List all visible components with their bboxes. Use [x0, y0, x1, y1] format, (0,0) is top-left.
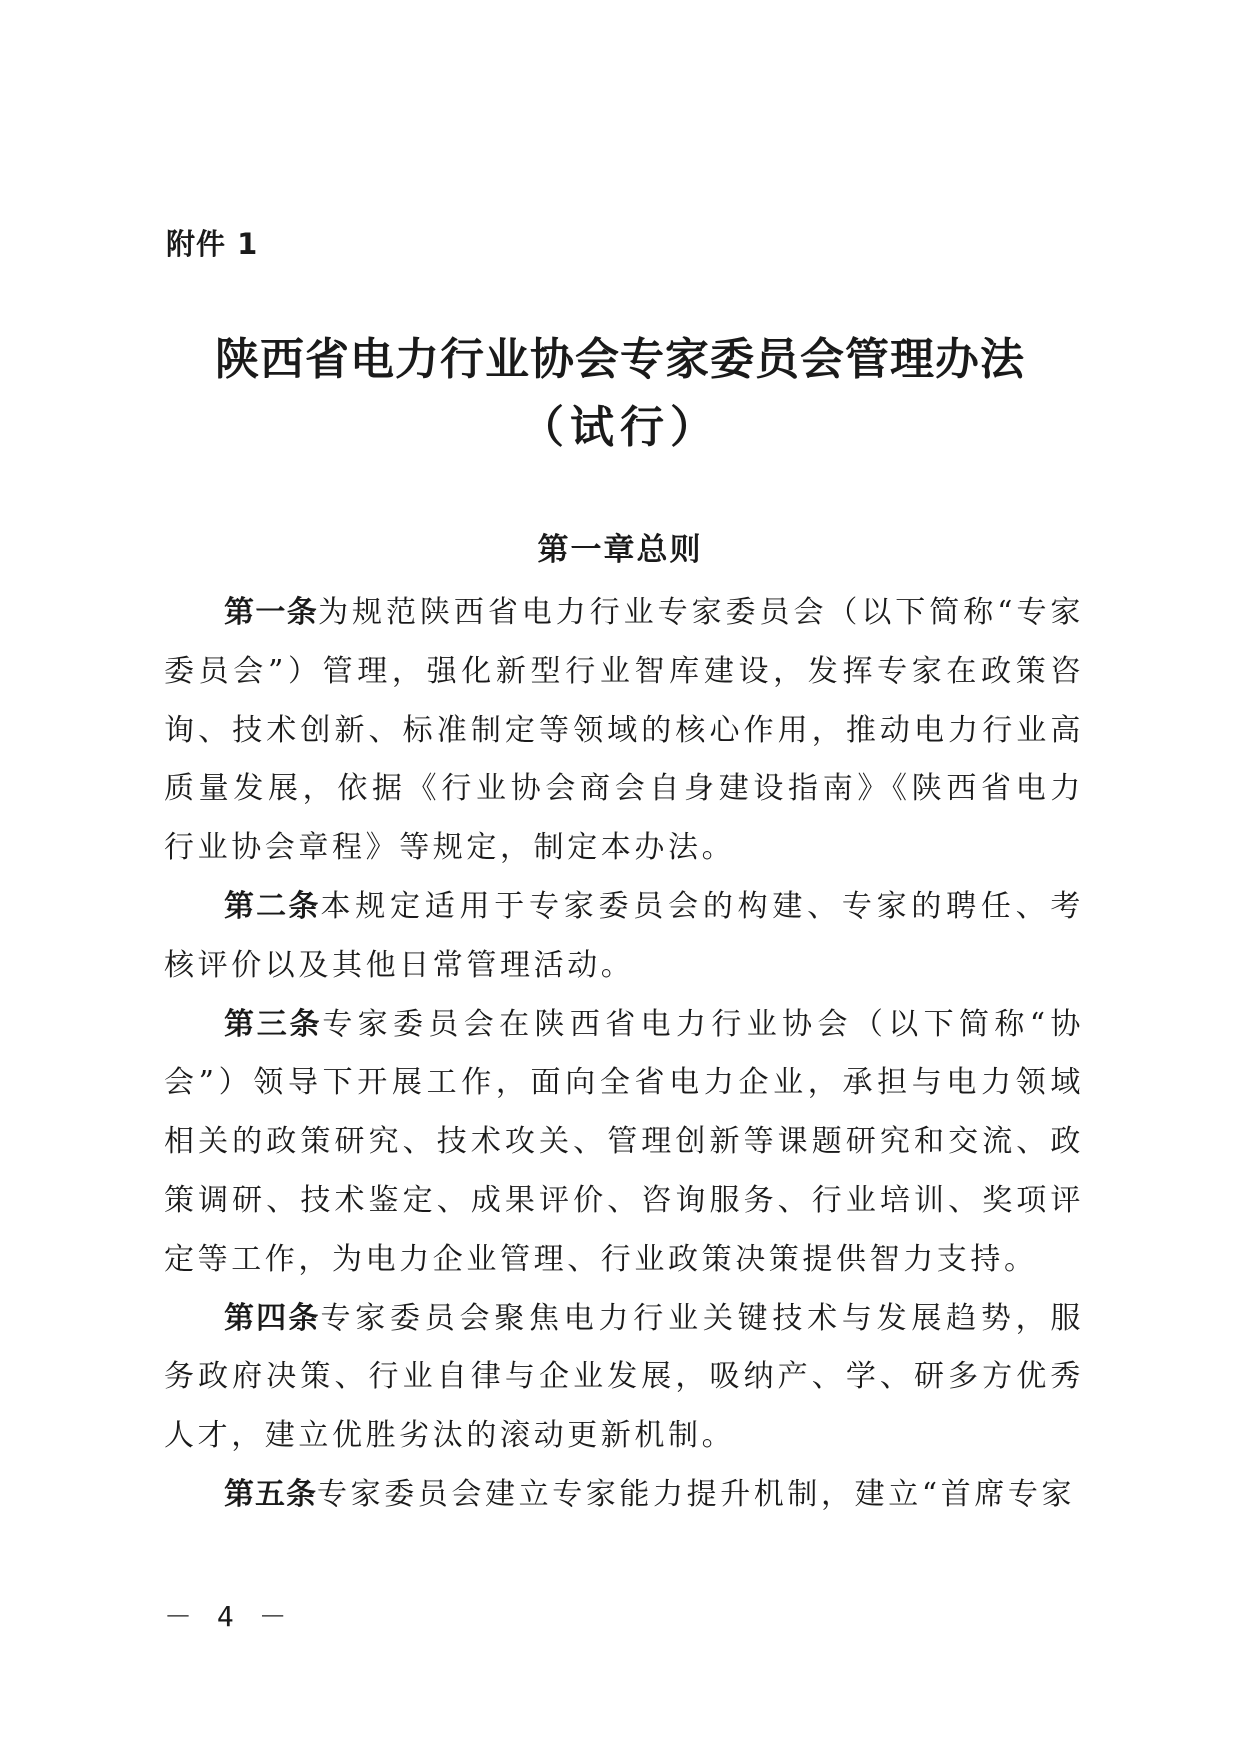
article-2	[164, 878, 1084, 996]
document-title-main: 陕西省电力行业协会专家委员会管理办法	[215, 334, 1025, 385]
page-number: － 4 －	[164, 1600, 291, 1633]
article-4-label: 第四条	[224, 1300, 321, 1336]
article-1-label: 第一条	[224, 595, 319, 630]
article-2-label: 第二条	[224, 888, 321, 924]
article-5-text: 专家委员会建立专家能力提升机制，建立“首席专家	[317, 1476, 1076, 1512]
document-title	[100, 334, 1140, 453]
document-body	[164, 584, 1084, 1525]
article-5-label: 第五条	[224, 1476, 317, 1512]
article-2-text: 本规定适用于专家委员会的构建、专家的聘任、考核评价以及其他日常管理活动。	[164, 888, 1085, 983]
article-1-text: 为规范陕西省电力行业专家委员会（以下简称“专家委员会”）管理，强化新型行业智库建设，发挥专家在政策咨询、技术创新、标准制定等领域的核心作用，推动电力行业高质量发展，依据《行业协会商会自身建设指南》《陕西省电力行业协会章程》等规定，制定本办法。	[164, 595, 1085, 866]
article-4-text: 专家委员会聚焦电力行业关键技术与发展趋势，服务政府决策、行业自律与企业发展，吸纳产、学、研多方优秀人才，建立优胜劣汰的滚动更新机制。	[164, 1300, 1085, 1454]
document-title-subtitle: （试行）	[520, 402, 720, 453]
article-5	[164, 1466, 1084, 1525]
article-3-text: 专家委员会在陕西省电力行业协会（以下简称“协会”）领导下开展工作，面向全省电力企业，承担与电力领域相关的政策研究、技术攻关、管理创新等课题研究和交流、政策调研、技术鉴定、成果评价、咨询服务、行业培训、奖项评定等工作，为电力企业管理、行业政策决策提供智力支持。	[164, 1006, 1084, 1277]
article-4	[164, 1290, 1084, 1466]
attachment-label: 附件 1	[166, 227, 259, 261]
article-3-label: 第三条	[224, 1006, 323, 1042]
article-3	[164, 996, 1084, 1290]
chapter-heading: 第一章总则	[537, 532, 703, 568]
article-1	[164, 584, 1084, 878]
